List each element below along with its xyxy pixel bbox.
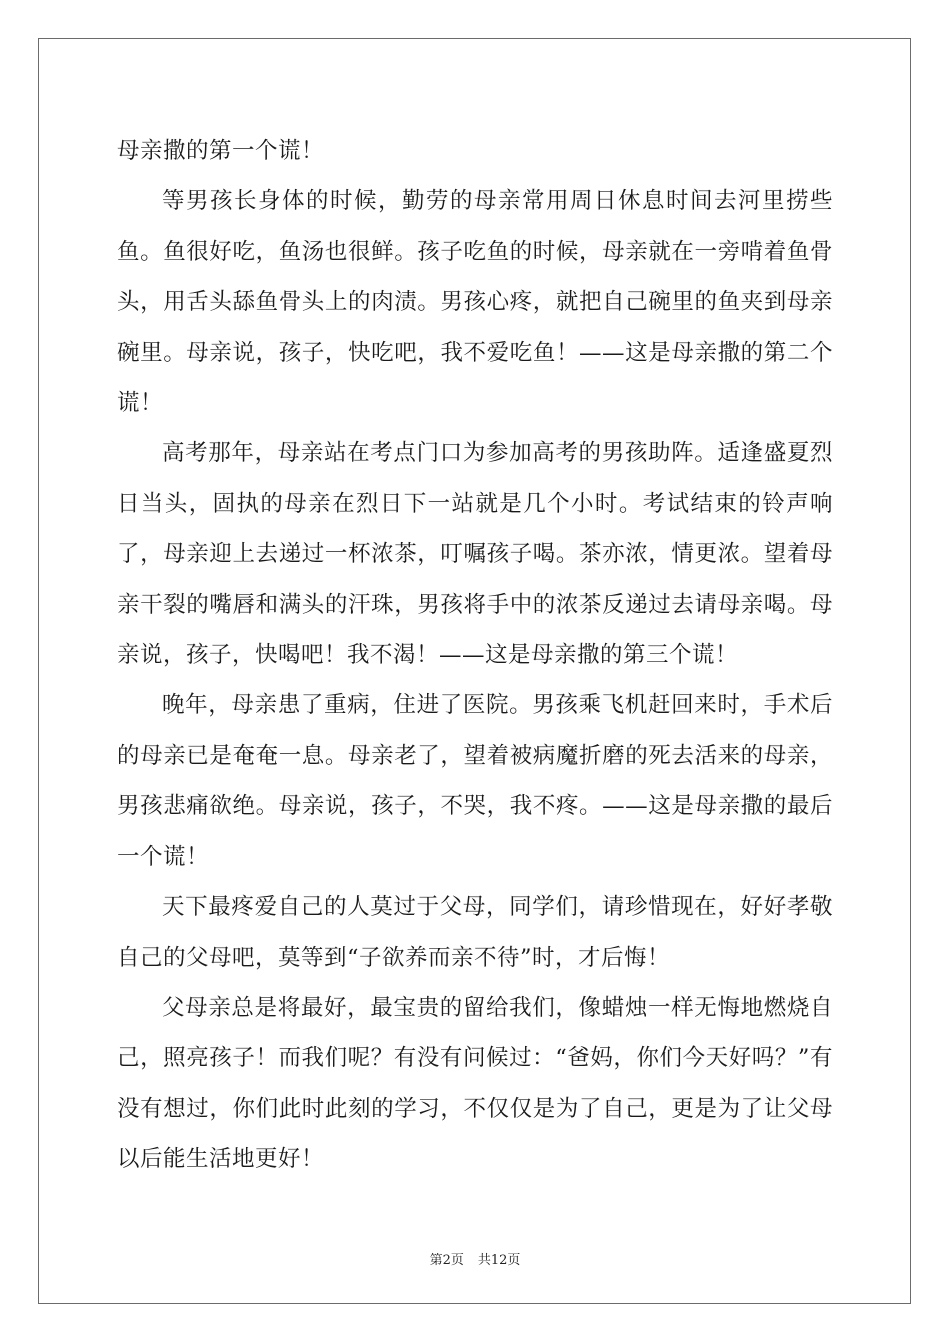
paragraph-4: 晚年，母亲患了重病，住进了医院。男孩乘飞机赶回来时，手术后的母亲已是奄奄一息。母亲老了，望着被病魔折磨的死去活来的母亲，男孩悲痛欲绝。母亲说，孩子，不哭，我不疼。——这是母亲撒的最后一个谎！	[117, 692, 833, 870]
paragraph-2: 等男孩长身体的时候，勤劳的母亲常用周日休息时间去河里捞些鱼。鱼很好吃，鱼汤也很鲜。孩子吃鱼的时候，母亲就在一旁啃着鱼骨头，用舌头舔鱼骨头上的肉渍。男孩心疼，就把自己碗里的鱼夹到母亲碗里。母亲说，孩子，快吃吧，我不爱吃鱼！——这是母亲撒的第二个谎！	[117, 188, 833, 417]
page-total: 共12页	[477, 1253, 521, 1268]
paragraph-5: 天下最疼爱自己的人莫过于父母，同学们，请珍惜现在，好好孝敬自己的父母吧，莫等到“子欲养而亲不待”时，才后悔！	[117, 894, 833, 971]
page-number: 第2页	[429, 1253, 464, 1268]
page-footer	[0, 1249, 950, 1268]
paragraph-6: 父母亲总是将最好，最宝贵的留给我们，像蜡烛一样无悔地燃烧自己，照亮孩子！而我们呢？有没有问候过：“爸妈，你们今天好吗？”有没有想过，你们此时此刻的学习，不仅仅是为了自己，更是为了让父母以后能生活地更好！	[117, 994, 833, 1173]
paragraph-3: 高考那年，母亲站在考点门口为参加高考的男孩助阵。适逢盛夏烈日当头，固执的母亲在烈日下一站就是几个小时。考试结束的铃声响了，母亲迎上去递过一杯浓茶，叮嘱孩子喝。茶亦浓，情更浓。望着母亲干裂的嘴唇和满头的汗珠，男孩将手中的浓茶反递过去请母亲喝。母亲说，孩子，快喝吧！我不渴！——这是母亲撒的第三个谎！	[117, 440, 833, 669]
paragraph-1: 母亲撒的第一个谎！	[117, 138, 325, 164]
document-body	[117, 126, 833, 1185]
